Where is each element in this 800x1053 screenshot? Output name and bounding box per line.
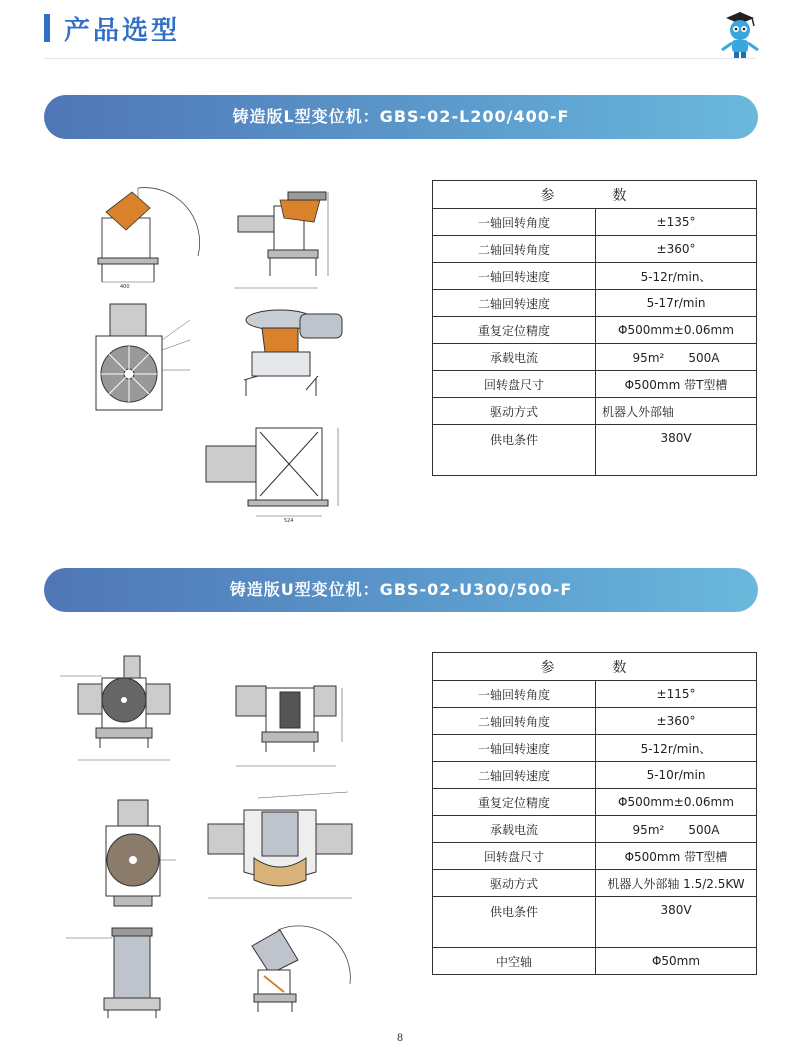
param-value: 机器人外部轴 1.5/2.5KW — [596, 870, 757, 897]
robot-mascot-icon — [716, 10, 764, 60]
u-type-tilt-view-drawing — [228, 920, 358, 1020]
param-value: ±360° — [596, 708, 757, 735]
table-row — [433, 398, 757, 425]
param-label: 重复定位精度 — [433, 789, 596, 816]
spec-table-u-type — [432, 652, 757, 975]
param-label: 驱动方式 — [433, 870, 596, 897]
page-title: 产品选型 — [64, 16, 181, 46]
param-label: 重复定位精度 — [433, 317, 596, 344]
param-label: 供电条件 — [433, 897, 596, 948]
page-number: 8 — [396, 1033, 404, 1044]
param-label: 回转盘尺寸 — [433, 843, 596, 870]
table-row — [433, 870, 757, 897]
table-row — [433, 789, 757, 816]
param-value: ±360° — [596, 236, 757, 263]
l-type-plan-view-drawing — [198, 424, 358, 524]
param-label: 一轴回转速度 — [433, 735, 596, 762]
svg-text:400: 400 — [120, 284, 130, 288]
table-row — [433, 317, 757, 344]
table-row — [433, 897, 757, 948]
u-type-front-view-drawing — [50, 648, 210, 778]
param-label: 承载电流 — [433, 816, 596, 843]
param-value: Φ50mm — [596, 948, 757, 975]
table-row — [433, 371, 757, 398]
table-row — [433, 735, 757, 762]
param-label: 回转盘尺寸 — [433, 371, 596, 398]
param-label: 中空轴 — [433, 948, 596, 975]
param-label: 一轴回转角度 — [433, 681, 596, 708]
section-banner-l-type: 铸造版L型变位机：GBS-02-L200/400-F — [44, 95, 758, 139]
param-value: 机器人外部轴 — [596, 398, 757, 425]
l-type-3d-view-drawing — [236, 298, 356, 408]
table-row — [433, 263, 757, 290]
param-label: 二轴回转速度 — [433, 762, 596, 789]
table-row — [433, 290, 757, 317]
table-row — [433, 948, 757, 975]
param-value: 5-12r/min、 — [596, 263, 757, 290]
param-label: 承载电流 — [433, 344, 596, 371]
param-value: 380V — [596, 897, 757, 948]
param-label: 驱动方式 — [433, 398, 596, 425]
l-type-top-view-drawing — [80, 300, 210, 420]
table-header: 参 数 — [433, 181, 757, 209]
l-type-front-view-drawing — [78, 178, 208, 288]
param-value: 95m² 500A — [596, 344, 757, 371]
param-value: Φ500mm 带T型槽 — [596, 371, 757, 398]
svg-text:524: 524 — [284, 518, 294, 524]
table-row — [433, 843, 757, 870]
header-divider — [44, 58, 756, 59]
param-label: 二轴回转速度 — [433, 290, 596, 317]
table-row — [433, 681, 757, 708]
param-value: 5-17r/min — [596, 290, 757, 317]
table-row — [433, 708, 757, 735]
title-accent-bar — [44, 14, 50, 42]
param-value: Φ500mm±0.06mm — [596, 789, 757, 816]
u-type-side-view-drawing — [202, 648, 362, 778]
section-banner-u-type: 铸造版U型变位机：GBS-02-U300/500-F — [44, 568, 758, 612]
table-row — [433, 209, 757, 236]
param-value: Φ500mm 带T型槽 — [596, 843, 757, 870]
table-row — [433, 425, 757, 476]
table-header: 参 数 — [433, 653, 757, 681]
spec-table-l-type — [432, 180, 757, 476]
param-value: 95m² 500A — [596, 816, 757, 843]
param-label: 二轴回转角度 — [433, 236, 596, 263]
param-value: ±135° — [596, 209, 757, 236]
param-label: 一轴回转速度 — [433, 263, 596, 290]
table-row — [433, 762, 757, 789]
param-label: 供电条件 — [433, 425, 596, 476]
param-value: 5-12r/min、 — [596, 735, 757, 762]
l-type-side-view-drawing — [228, 178, 358, 298]
u-type-top-view-drawing — [84, 796, 184, 916]
param-label: 二轴回转角度 — [433, 708, 596, 735]
table-row — [433, 344, 757, 371]
u-type-elevation-view-drawing — [64, 924, 184, 1024]
param-value: ±115° — [596, 681, 757, 708]
param-label: 一轴回转角度 — [433, 209, 596, 236]
param-value: 5-10r/min — [596, 762, 757, 789]
param-value: Φ500mm±0.06mm — [596, 317, 757, 344]
param-value: 380V — [596, 425, 757, 476]
u-type-section-view-drawing — [198, 788, 368, 908]
table-row — [433, 816, 757, 843]
table-row — [433, 236, 757, 263]
